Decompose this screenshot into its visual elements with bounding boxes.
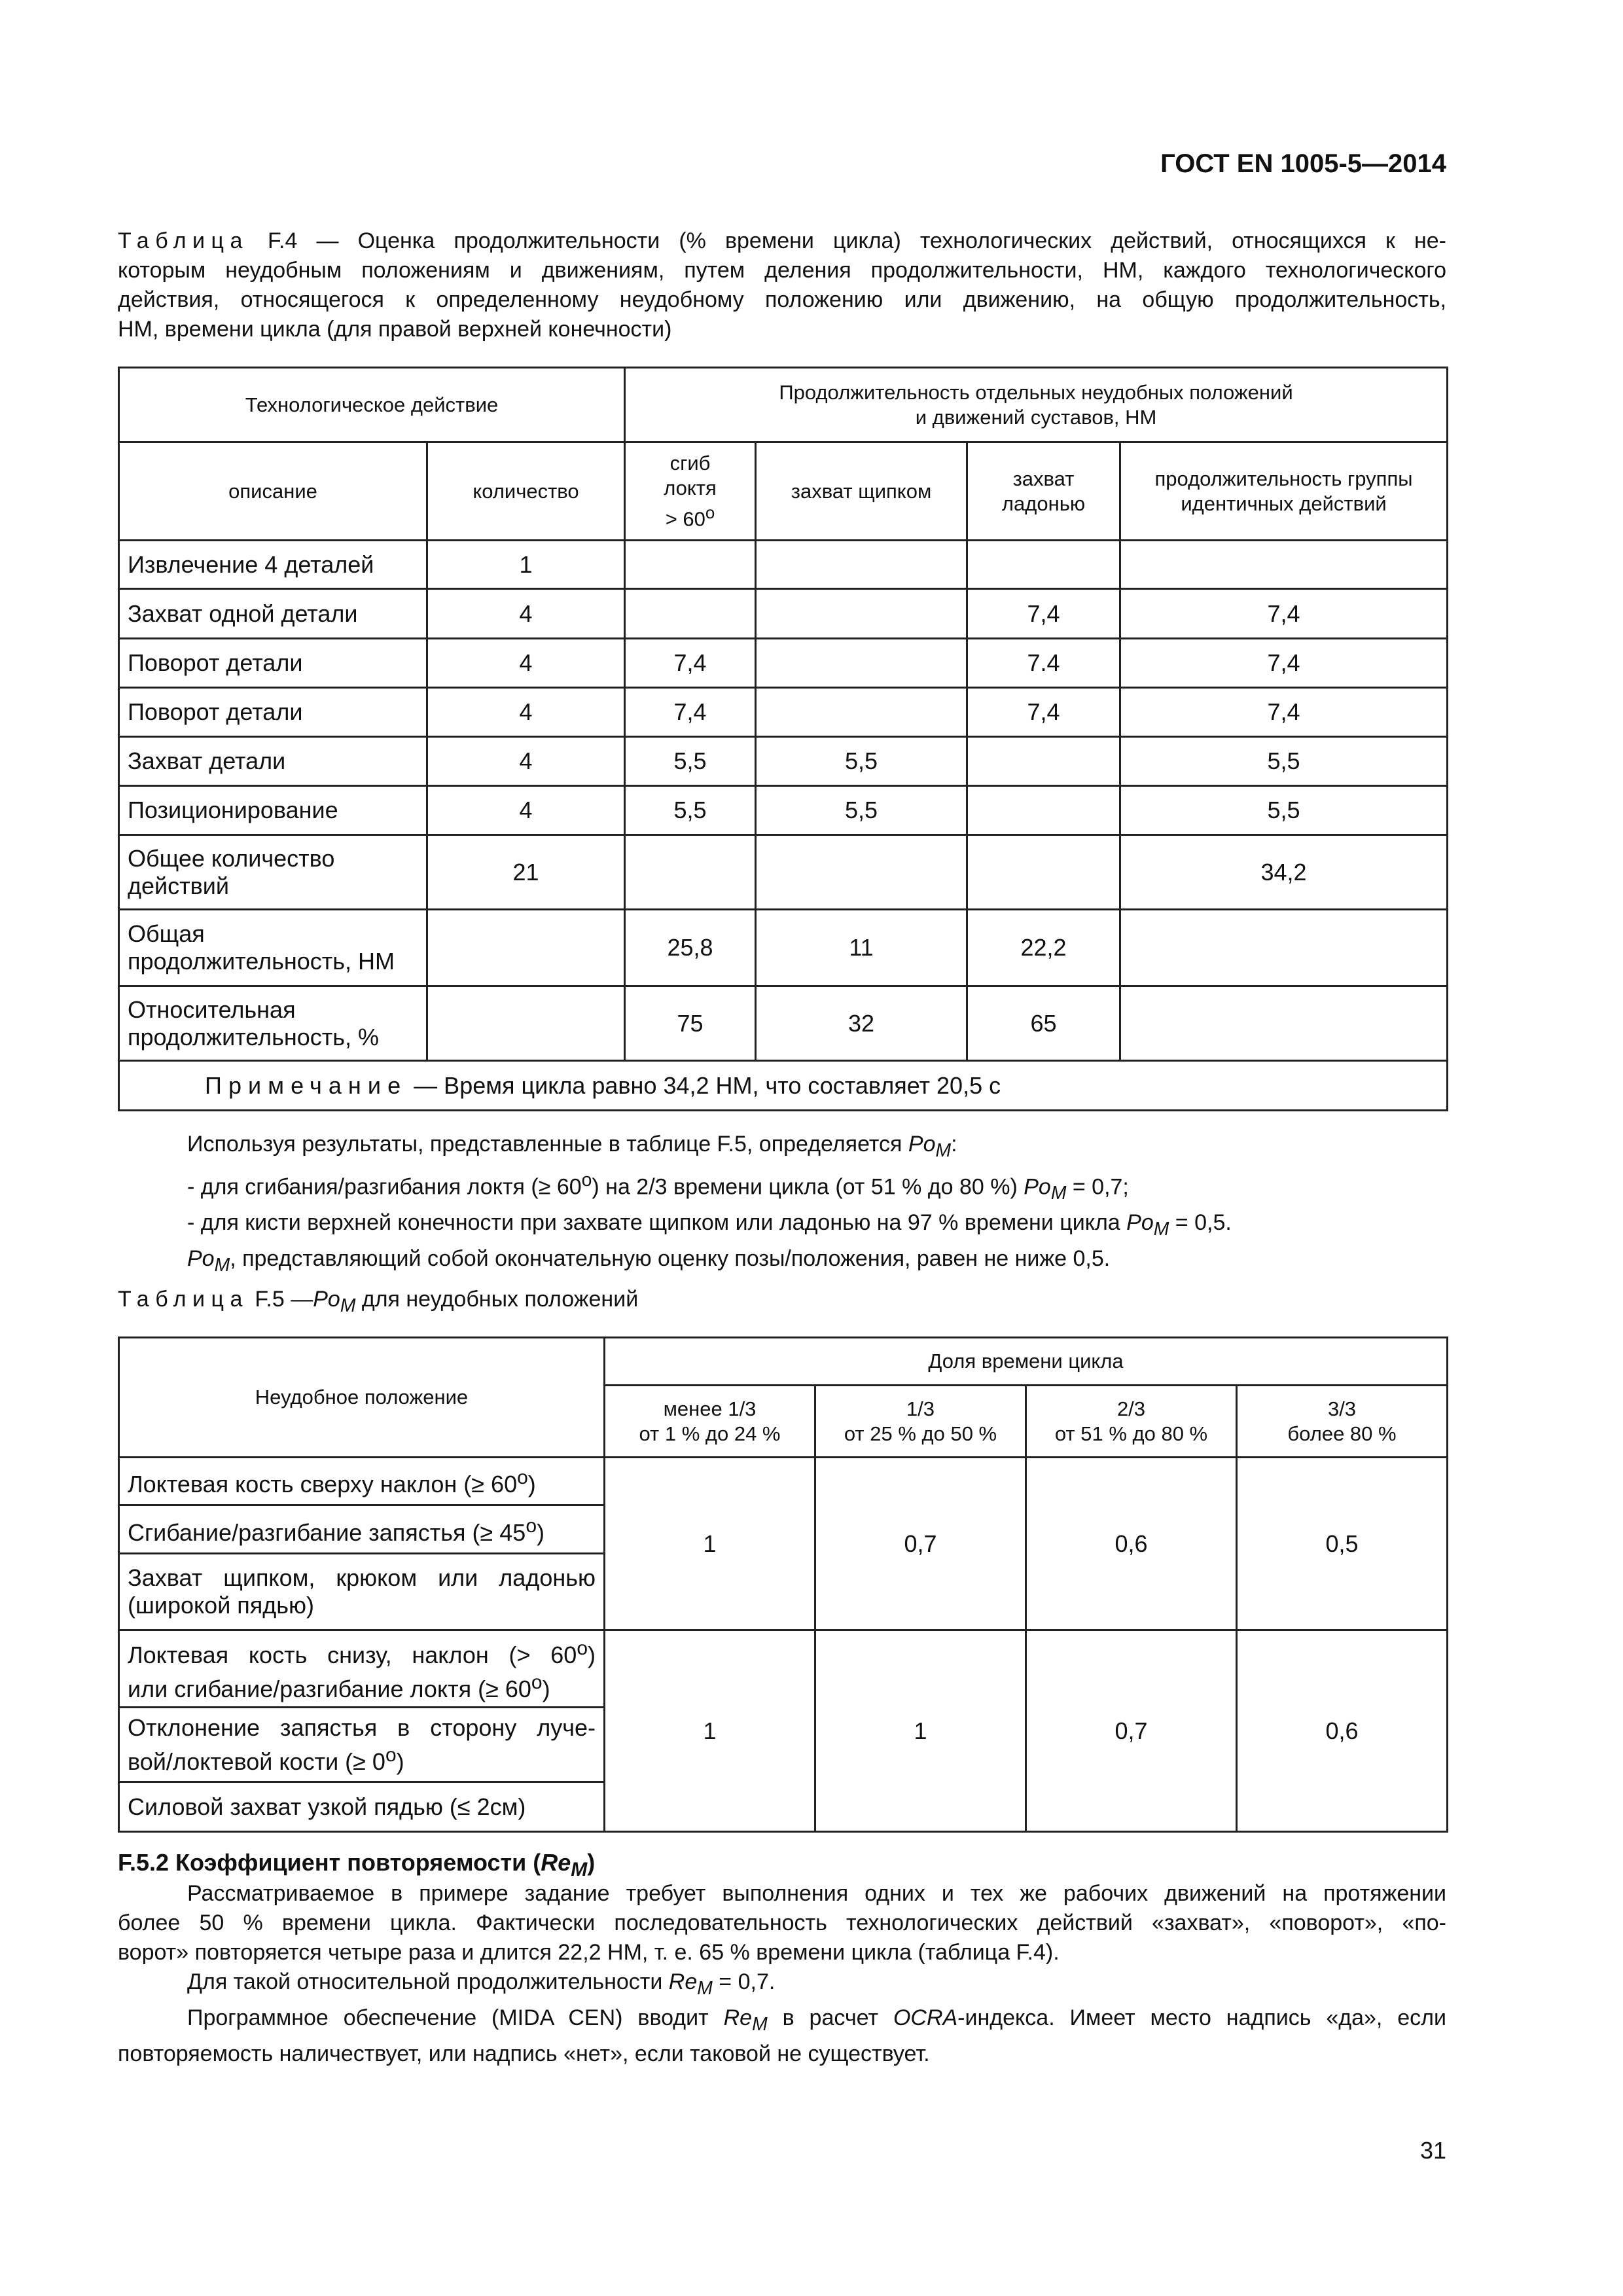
table-f5 — [118, 1336, 1448, 1833]
col-header-share: менее 1/3 от 1 % до 24 % — [605, 1386, 815, 1458]
table-row: Силовой захват узкой пядью (≤ 2см) — [119, 1782, 1448, 1832]
caption-line: F.4 — Оценка продолжительности (% времени цикла) технологических действий, относящихся к не- — [268, 228, 1447, 253]
col-header-group: продолжительность группы идентичных действий — [1120, 442, 1448, 541]
caption-line: НМ, времени цикла (для правой верхней конечности) — [118, 317, 672, 342]
col-header-share: 1/3 от 25 % до 50 % — [815, 1386, 1026, 1458]
table-row: Поворот детали 4 7,4 7.4 7,4 — [119, 639, 1448, 688]
table-row: Извлечение 4 деталей 1 — [119, 541, 1448, 589]
table-row-total-duration: Общая продолжительность, НМ 25,8 11 22,2 — [119, 910, 1448, 986]
caption-label: Таблица — [118, 228, 249, 253]
col-header-share: 3/3 более 80 % — [1237, 1386, 1448, 1458]
table-row: Локтевая кость снизу, наклон (> $60^o$) или сгибание/разгибание локтя (≥ $60^o$) 1 1 0,7 0,6 — [119, 1630, 1448, 1708]
table-f4-caption — [118, 226, 1446, 344]
col-header-quantity: количество — [427, 442, 625, 541]
table-row: Захват детали 4 5,5 5,5 5,5 — [119, 737, 1448, 786]
table-row: Позиционирование 4 5,5 5,5 5,5 — [119, 786, 1448, 835]
caption-line: которым неудобным положениям и движениям, путем деления продолжительности, НМ, каждого технологического — [118, 258, 1446, 283]
section-body: Рассматриваемое в примере задание требует выполнения одних и тех же рабочих движений на протяжении более 50 % времени цикла. Фактически последовательность технологических действий «захват», «поворот», «по- ворот» повторяется четыре раза и длится 22,2 НМ, т. е. 65 % времени цикла (таблица F.4). Для такой относительной продолжительности $Re_M = 0,7$. Программное обеспечение (MIDA CEN) вводит $Re_M$ в расчет OCRA-индекса. Имеет место надпись «да», если повторяемость наличествует, или надпись «нет», если таковой не существует. — [118, 1881, 1446, 2066]
group-header-action: Технологическое действие — [119, 368, 625, 442]
col-header-position: Неудобное положение — [119, 1338, 605, 1458]
table-f4 — [118, 367, 1448, 1111]
col-header-elbow: сгиб локтя > $60^o$ — [625, 442, 756, 541]
table-row-relative: Относительная продолжительность, % 75 32 65 — [119, 986, 1448, 1061]
standard-number: ГОСТ EN 1005-5—2014 — [1160, 149, 1446, 178]
col-header-palm: захват ладонью — [967, 442, 1120, 541]
table-row: Поворот детали 4 7,4 7,4 7,4 — [119, 688, 1448, 737]
group-header-duration: Продолжительность отдельных неудобных положений и движений суставов, НМ — [625, 368, 1448, 442]
table-row: Захват щипком, крюком или ладонью (широкой пядью) — [119, 1554, 1448, 1630]
body-text: Используя результаты, представленные в таблице F.5, определяется $Po_M$: - для сгибания/разгибания локтя (≥ $60^o$) на 2/3 времени цикла (от 51 % до 80 %) $Po_M = 0,7$; - для кисти верхней конечности при захвате щипком или ладонью на 97 % времени цикла $Po_M = 0,5$. $Po_M$, представляющий собой окончательную оценку позы/положения, равен не ниже 0,5. — [187, 1132, 1232, 1276]
group-header-cycle-share: Доля времени цикла — [605, 1338, 1448, 1386]
table-row: Сгибание/разгибание запястья (≥ $45^o$) — [119, 1505, 1448, 1554]
col-header-share: 2/3 от 51 % до 80 % — [1026, 1386, 1237, 1458]
table-row: Локтевая кость сверху наклон (≥ $60^o$) 1 0,7 0,6 0,5 — [119, 1458, 1448, 1505]
table-note: Примечание — Время цикла равно 34,2 НМ, что составляет 20,5 с — [119, 1061, 1448, 1111]
table-f5-caption: Таблица F.5 $—Po_M$ для неудобных положений — [118, 1287, 639, 1316]
col-header-pinch: захват щипком — [756, 442, 967, 541]
table-row: Отклонение запястья в сторону луче- вой/локтевой кости (≥ $0^o$) — [119, 1708, 1448, 1782]
table-row-total-actions: Общее количество действий 21 34,2 — [119, 835, 1448, 910]
table-row: Захват одной детали 4 7,4 7,4 — [119, 589, 1448, 639]
section-heading: F.5.2 Коэффициент повторяемости $(Re_M)$ — [118, 1849, 596, 1881]
page-number: 31 — [1419, 2137, 1446, 2164]
col-header-description: описание — [119, 442, 427, 541]
caption-line: действия, относящегося к определенному неудобному положению или движению, на общую продолжительность, — [118, 287, 1446, 312]
